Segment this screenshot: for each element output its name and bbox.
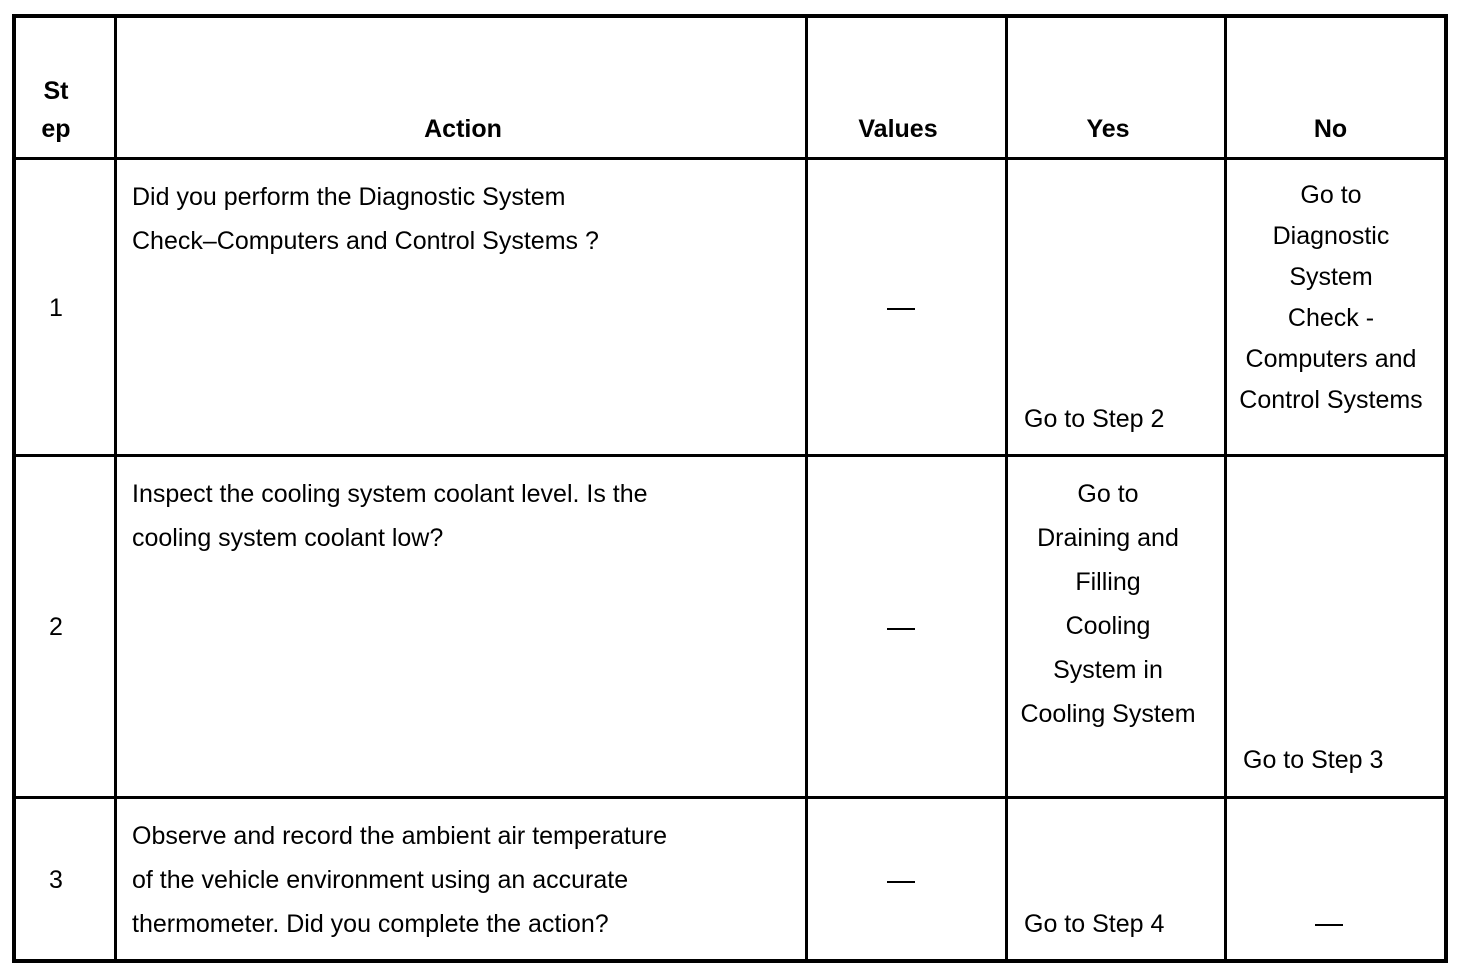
action-text: Inspect the cooling system coolant level. Is the cooling system coolant low? [132, 480, 648, 552]
row-divider [12, 157, 1448, 160]
values-dash [887, 628, 915, 630]
values-dash [887, 308, 915, 310]
no-link[interactable]: Go to Step 3 [1243, 746, 1384, 774]
header-yes: Yes [1086, 115, 1130, 143]
header-action: Action [424, 115, 502, 143]
values-dash [887, 881, 915, 883]
yes-link[interactable]: Go to Step 4 [1024, 910, 1165, 938]
header-no: No [1313, 115, 1348, 143]
header-step: St ep [41, 77, 71, 143]
step-number: 1 [49, 294, 63, 322]
no-dash [1315, 924, 1343, 926]
row-divider [12, 796, 1448, 799]
yes-link[interactable]: Go to Step 2 [1024, 405, 1165, 433]
action-text: Observe and record the ambient air temperature of the vehicle environment using an accurate thermometer. Did you complete the action? [132, 822, 667, 938]
step-number: 2 [49, 613, 63, 641]
step-number: 3 [49, 866, 63, 894]
header-values: Values [858, 115, 938, 143]
row-divider [12, 454, 1448, 457]
action-text: Did you perform the Diagnostic System Check–Computers and Control Systems ? [132, 183, 599, 255]
no-link[interactable]: Go to Diagnostic System Check - Computers and Control Systems [1239, 181, 1423, 414]
yes-link[interactable]: Go to Draining and Filling Cooling System in Cooling System [1020, 480, 1196, 728]
